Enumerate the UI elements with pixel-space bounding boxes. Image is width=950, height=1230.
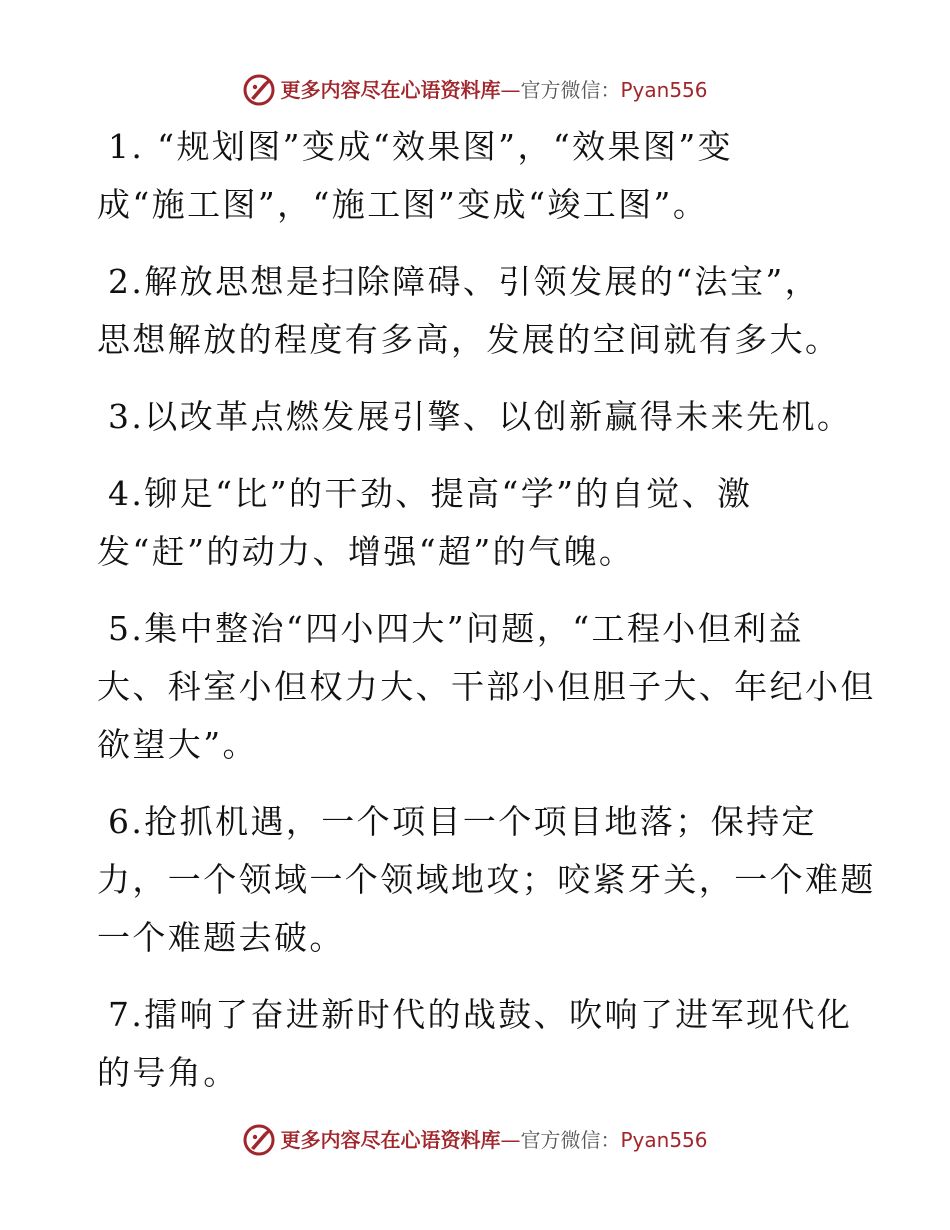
- brush-seal-logo-icon: [242, 73, 276, 107]
- list-item-line: 2.解放思想是扫除障碍、引领发展的“法宝”，: [108, 262, 821, 301]
- list-item-line: 6.抢抓机遇，一个项目一个项目地落；保持定: [108, 802, 817, 841]
- list-item-line: 发“赶”的动力、增强“超”的气魄。: [97, 532, 635, 571]
- list-item-line: 3.以改革点燃发展引擎、以创新赢得未来先机。: [108, 397, 853, 436]
- header-banner: [0, 70, 950, 110]
- footer-banner: [0, 1120, 950, 1160]
- footer-wechat-account: Pyan556: [620, 1128, 708, 1152]
- list-item: [97, 118, 852, 234]
- list-item-line: 一个难题去破。: [97, 918, 345, 957]
- list-item: [97, 465, 852, 581]
- list-item-line: 欲望大”。: [97, 725, 258, 764]
- list-item-line: 4.铆足“比”的干劲、提高“学”的自觉、激: [108, 474, 753, 513]
- header-dash: —: [500, 78, 521, 102]
- list-item-line: 1. “规划图”变成“效果图”，“效果图”变: [108, 127, 733, 166]
- header-banner-content: [242, 73, 707, 107]
- list-item-line: 思想解放的程度有多高，发展的空间就有多大。: [97, 320, 841, 359]
- brush-seal-logo-icon: [242, 1123, 276, 1157]
- list-item: [97, 793, 876, 967]
- list-item-line: 力，一个领域一个领域地攻；咬紧牙关，一个难题: [97, 860, 876, 899]
- list-item-line: 7.擂响了奋进新时代的战鼓、吹响了进军现代化: [108, 995, 853, 1034]
- list-item-line: 成“施工图”，“施工图”变成“竣工图”。: [97, 185, 709, 224]
- list-item: [97, 253, 852, 369]
- list-item-line: 大、科室小但权力大、干部小但胆子大、年纪小但: [97, 667, 876, 706]
- footer-banner-content: [242, 1123, 707, 1157]
- list-item-line: 的号角。: [97, 1053, 239, 1092]
- list-item: [97, 600, 876, 774]
- header-wechat-label: 官方微信：: [520, 78, 621, 102]
- footer-wechat-label: 官方微信：: [520, 1128, 621, 1152]
- document-body: [97, 118, 876, 1121]
- header-site-text: 更多内容尽在心语资料库: [280, 78, 501, 102]
- header-wechat-account: Pyan556: [620, 78, 708, 102]
- list-item-line: 5.集中整治“四小四大”问题，“工程小但利益: [108, 609, 804, 648]
- list-item: [97, 986, 852, 1102]
- footer-site-text: 更多内容尽在心语资料库: [280, 1128, 501, 1152]
- list-item: [97, 388, 852, 446]
- footer-dash: —: [500, 1128, 521, 1152]
